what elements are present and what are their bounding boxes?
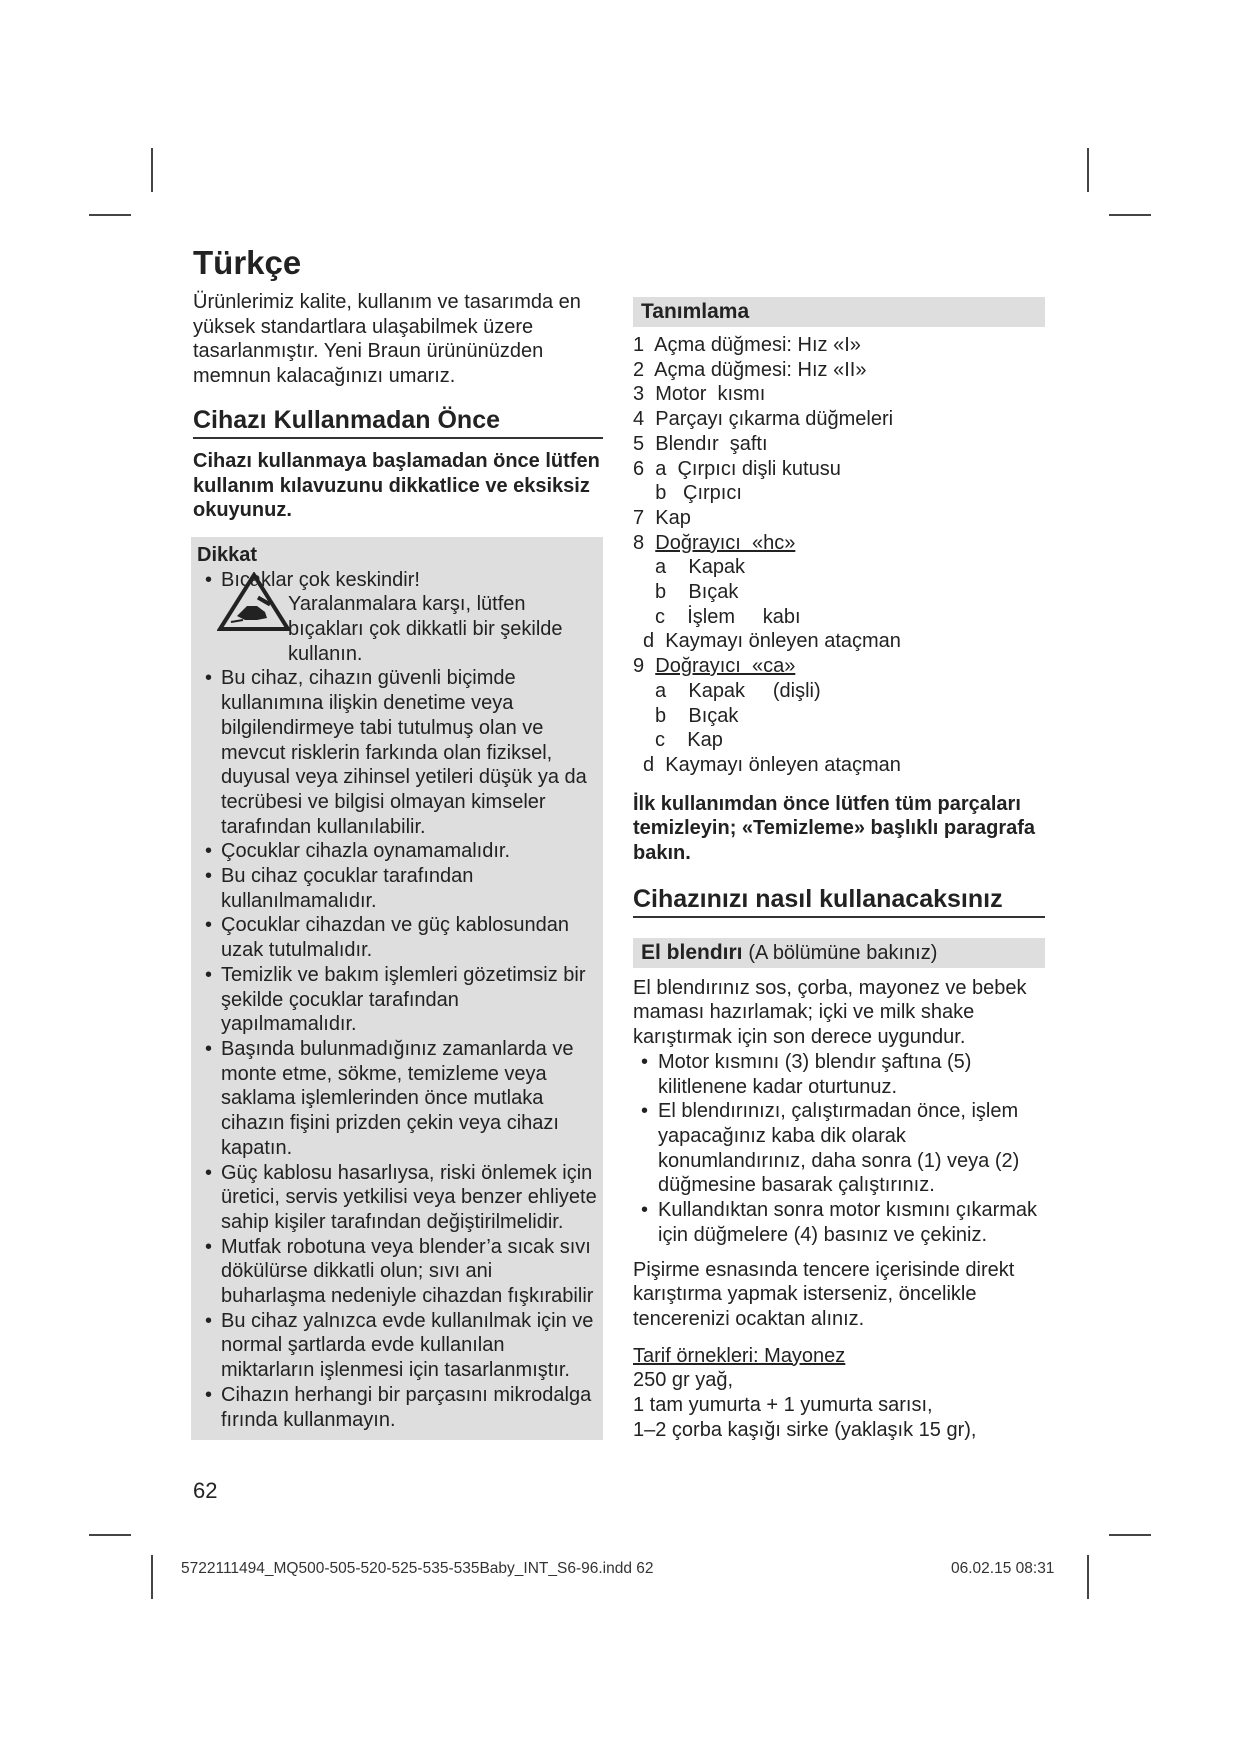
parts-item: 1 Açma düğmesi: Hız «I» bbox=[633, 334, 861, 356]
warning-bullet: • Başında bulunmadığınız zamanlarda ve monte etme, sökme, temizleme veya saklama işlemlerinden önce mutlaka cihazın fişini prizden çekin veya cihazı kapatın. bbox=[197, 1037, 597, 1161]
parts-item: 4 Parçayı çıkarma düğmeleri bbox=[633, 408, 894, 431]
warning-bullet: • Çocuklar cihazla oynamamalıdır. bbox=[197, 839, 597, 864]
left-column bbox=[193, 290, 603, 1440]
blender-steps bbox=[633, 1050, 1045, 1248]
parts-item: 3 Motor kısmı bbox=[633, 383, 766, 406]
crop-mark bbox=[89, 214, 131, 216]
read-manual-notice: Cihazı kullanmaya başlamadan önce lütfen kullanım kılavuzunu dikkatlice ve eksiksiz okuyunuz. bbox=[193, 449, 600, 522]
parts-item: 6 a Çırpıcı dişli kutusu bbox=[633, 457, 841, 480]
part-number: 9 bbox=[633, 655, 656, 678]
recipe-heading: Tarif örnekleri: Mayonez bbox=[633, 1344, 846, 1367]
warning-bullet: • Bu cihaz yalnızca evde kullanılmak için ve normal şartlarda evde kullanılan miktarların işlenmesi için tasarlanmıştır. bbox=[197, 1309, 597, 1383]
parts-subitem: b Bıçak bbox=[655, 581, 739, 604]
warning-first-item bbox=[197, 568, 597, 667]
parts-item: 2 Açma düğmesi: Hız «II» bbox=[633, 358, 867, 381]
parts-subitem: a Kapak (dişli) bbox=[655, 679, 821, 702]
parts-subitem: c İşlem kabı bbox=[655, 605, 801, 628]
blender-step: • Motor kısmını (3) blendır şaftına (5) kilitlenene kadar oturtunuz. bbox=[633, 1050, 1045, 1099]
blender-heading bbox=[633, 938, 1045, 968]
crop-mark bbox=[1087, 1555, 1089, 1599]
warning-bullet: • Çocuklar cihazdan ve güç kablosundan uzak tutulmalıdır. bbox=[197, 913, 597, 962]
blender-heading-title: El blendırı bbox=[641, 940, 743, 964]
warning-bullet: • Temizlik ve bakım işlemleri gözetimsiz bir şekilde çocuklar tarafından yapılmamalıdır. bbox=[197, 963, 597, 1037]
parts-item: 7 Kap bbox=[633, 506, 691, 529]
blender-step: • El blendırınızı, çalıştırmadan önce, işlem yapacağınız kaba dik olarak konumlandırınız, daha sonra (1) veya (2) düğmesine basarak çalıştırınız. bbox=[633, 1099, 1045, 1198]
warning-bullet: • Cihazın herhangi bir parçasını mikrodalga fırında kullanmayın. bbox=[197, 1383, 597, 1432]
warning-first-line: Bıçaklar çok keskindir! bbox=[221, 568, 420, 591]
section-heading-before-use: Cihazı Kullanmadan Önce bbox=[193, 405, 603, 439]
warning-bullet: • Mutfak robotuna veya blender’a sıcak sıvı dökülürse dikkatli olun; sıvı ani buharlaşma nedeniyle cihazdan fışkırabilir bbox=[197, 1235, 597, 1309]
recipe-line: 1 tam yumurta + 1 yumurta sarısı, bbox=[633, 1394, 933, 1417]
parts-subitem: d Kaymayı önleyen ataçman bbox=[643, 753, 901, 776]
footer-file-info: 5722111494_MQ500-505-520-525-535-535Baby_INT_S6-96.indd 62 bbox=[181, 1560, 654, 1577]
warning-heading: Dikkat bbox=[197, 543, 258, 566]
parts-item: b Çırpıcı bbox=[633, 482, 742, 505]
crop-mark bbox=[89, 1534, 131, 1536]
blender-intro: El blendırınız sos, çorba, mayonez ve bebek maması hazırlamak; içki ve milk shake karıştırmak için son derece uygundur. bbox=[633, 976, 1027, 1049]
page-title: Türkçe bbox=[193, 244, 302, 281]
parts-subitem: d Kaymayı önleyen ataçman bbox=[643, 630, 901, 653]
page-number: 62 bbox=[193, 1478, 218, 1503]
recipe-line: 1–2 çorba kaşığı sirke (yaklaşık 15 gr), bbox=[633, 1418, 977, 1441]
footer-datetime: 06.02.15 08:31 bbox=[951, 1560, 1055, 1577]
hand-blade-warning-icon bbox=[217, 572, 291, 632]
warning-bullet: • Bu cihaz çocuklar tarafından kullanılmamalıdır. bbox=[197, 864, 597, 913]
tanimlama-heading: Tanımlama bbox=[633, 297, 1045, 327]
blender-heading-note: (A bölümüne bakınız) bbox=[748, 941, 938, 964]
part-label: Doğrayıcı «hc» bbox=[655, 531, 796, 554]
warning-bullet: • Güç kablosu hasarlıysa, riski önlemek için üretici, servis yetkilisi veya benzer ehliyete sahip kişiler tarafından değiştirilmelidir. bbox=[197, 1161, 597, 1235]
warning-box bbox=[191, 537, 603, 1440]
crop-mark bbox=[151, 1555, 153, 1599]
cooking-note: Pişirme esnasında tencere içerisinde direkt karıştırma yapmak isterseniz, öncelikle tencerenizi ocaktan alınız. bbox=[633, 1258, 1015, 1330]
usage-heading: Cihazınızı nasıl kullanacaksınız bbox=[633, 884, 1045, 918]
right-column bbox=[633, 297, 1045, 1442]
crop-mark bbox=[1109, 214, 1151, 216]
parts-item-8 bbox=[633, 531, 1045, 556]
intro-paragraph: Ürünlerimiz kalite, kullanım ve tasarımda en yüksek standartlara ulaşabilmek üzere tasarlanmıştır. Yeni Braun ürününüzden memnun kalacağınızı umarız. bbox=[193, 291, 581, 388]
parts-item: 5 Blendır şaftı bbox=[633, 432, 768, 455]
warning-first-rest: Yaralanmalara karşı, lütfen bıçakları çok dikkatli bir şekilde kullanın. bbox=[288, 593, 563, 665]
part-label: Doğrayıcı «ca» bbox=[655, 655, 796, 678]
blender-step: • Kullandıktan sonra motor kısmını çıkarmak için düğmelere (4) basınız ve çekiniz. bbox=[633, 1198, 1045, 1247]
part-number: 8 bbox=[633, 531, 656, 554]
parts-list bbox=[633, 333, 1045, 778]
parts-subitem: c Kap bbox=[655, 729, 723, 752]
parts-subitem: b Bıçak bbox=[655, 704, 739, 727]
crop-mark bbox=[1109, 1534, 1151, 1536]
parts-subitem: a Kapak bbox=[655, 556, 746, 579]
recipe-line: 250 gr yağ, bbox=[633, 1369, 734, 1392]
first-use-notice: İlk kullanımdan önce lütfen tüm parçaları temizleyin; «Temizleme» başlıklı paragrafa bakın. bbox=[633, 792, 1036, 865]
warning-bullet: • Bu cihaz, cihazın güvenli biçimde kullanımına ilişkin denetime veya bilgilendirmeye tabi tutulmuş olan ve mevcut risklerin farkında olan fiziksel, duyusal veya zihinsel yetileri düşük ya da tecrübesi ve bilgisi olmayan kimseler tarafından kullanılabilir. bbox=[197, 666, 597, 839]
crop-mark bbox=[151, 148, 153, 192]
warning-list bbox=[197, 666, 597, 1432]
crop-mark bbox=[1087, 148, 1089, 192]
parts-item-9 bbox=[633, 654, 1045, 679]
